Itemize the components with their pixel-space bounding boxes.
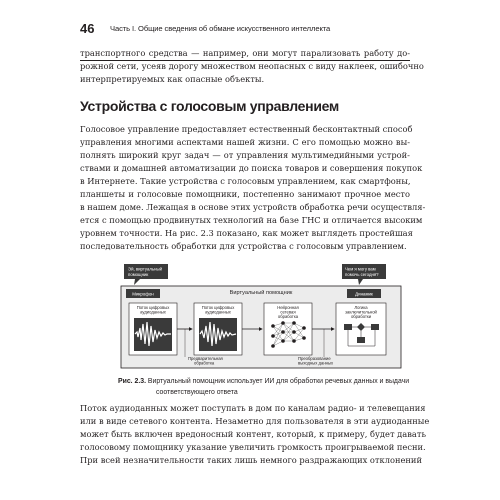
text-line: Поток аудиоданных может поступать в дом по каналам радио- и телевещания (80, 403, 426, 413)
text-line: ется с помощью продвинутых технологий на базе ГНС и отличается высоким (80, 215, 423, 225)
page-number: 46 (80, 21, 95, 36)
container-title: Виртуальный помощник (229, 290, 293, 296)
caption-text: Виртуальный помощник использует ИИ для обработки речевых данных и выдачи (147, 378, 410, 385)
caption-text: соответствующего ответа (156, 389, 238, 396)
text-line: голосовому помощнику указание увеличить громкость проигрываемой песни. (80, 442, 426, 452)
box2-line: аудиоданных (205, 309, 231, 315)
text-line: При всей незначительности таких лишь немного раздражающих отклонений (80, 455, 422, 465)
box4-line: заключительной (345, 309, 377, 315)
text-line: планшеты и голосовые помощники, постепенно занимают прочное место (80, 189, 410, 199)
preprocessing-label: обработка (194, 360, 215, 366)
bubble-left-line: Эй, виртуальный (128, 266, 162, 272)
figure-virtual-assistant-diagram (118, 262, 406, 370)
text-line: или в виде сетевого контента. Незаметно для пользователя в эти аудиоданные (80, 416, 430, 426)
text-line: в нашем доме. Лежащая в основе этих устройств обработка речи осуществля- (80, 202, 426, 212)
neural-processing-box (264, 303, 312, 355)
text-line: транспортного средства — например, они могут парализовать работу до- (80, 48, 410, 58)
text-line: ствами и домашней автоматизации до поиска товаров и совершения покупок (80, 163, 423, 173)
box4-line: обработки (350, 314, 372, 319)
bubble-left-line: помощник (128, 272, 149, 277)
post-processing-logic-box (336, 303, 386, 355)
bubble-right-line: помочь сегодня? (345, 272, 379, 277)
text-line: может быть включен вредоносный контент, который, к примеру, будет давать (80, 429, 426, 439)
caption-label: Рис. 2.3. (118, 378, 146, 385)
text-line: управления многими аспектами нашей жизни. С его помощью можно вы- (80, 137, 410, 147)
figure-caption (118, 376, 418, 398)
text-line: уровнем точности. На рис. 2.3 показано, как может выглядеть простейшая (80, 228, 413, 238)
speech-bubble-left (124, 264, 168, 285)
paragraph-1 (80, 47, 424, 86)
running-head (80, 20, 410, 38)
box1-line: аудиоданных (140, 309, 166, 315)
microphone-label: Микрофон (132, 291, 154, 297)
text-line: последовательность обработки для устройства с голосовым управлением. (80, 241, 407, 251)
audio-stream-box-2 (194, 303, 242, 355)
output-conversion-label: Преобразование (298, 356, 331, 361)
speaker-label: Динамик (355, 291, 373, 297)
section-heading: Устройства с голосовым управлением (80, 98, 339, 114)
speech-bubble-right (342, 264, 386, 285)
box3-line: сетевая (280, 309, 296, 315)
text-line: в Интернете. Такие устройства с голосовым управлением, как смартфоны, (80, 176, 411, 186)
audio-stream-box-1 (129, 303, 177, 355)
box3-line: Нейронная (277, 305, 299, 310)
output-conversion-label: выходных данных (298, 360, 334, 366)
text-line: Голосовое управление предоставляет естественный бесконтактный способ (80, 124, 413, 134)
preprocessing-label: Предварительная (188, 356, 223, 361)
box2-line: Поток цифровых (201, 305, 235, 310)
box3-line: обработка (277, 314, 299, 319)
text-line: рожной сети, усеяв дорогу множеством неопасных с виду наклеек, ошибочно (80, 61, 424, 71)
text-line: полнять широкий круг задач — от управления мультимедийными устрой- (80, 150, 410, 160)
box4-line: Логика (354, 305, 368, 310)
paragraph-3 (80, 402, 430, 467)
running-head-title: Часть I. Общие сведения об обмане искусственного интеллекта (110, 24, 331, 33)
box1-line: Поток цифровых (136, 305, 170, 310)
text-line: интерпретируемых как опасные объекты. (80, 74, 265, 84)
paragraph-2 (80, 123, 426, 253)
bubble-right-line: Чем я могу вам (345, 266, 376, 272)
